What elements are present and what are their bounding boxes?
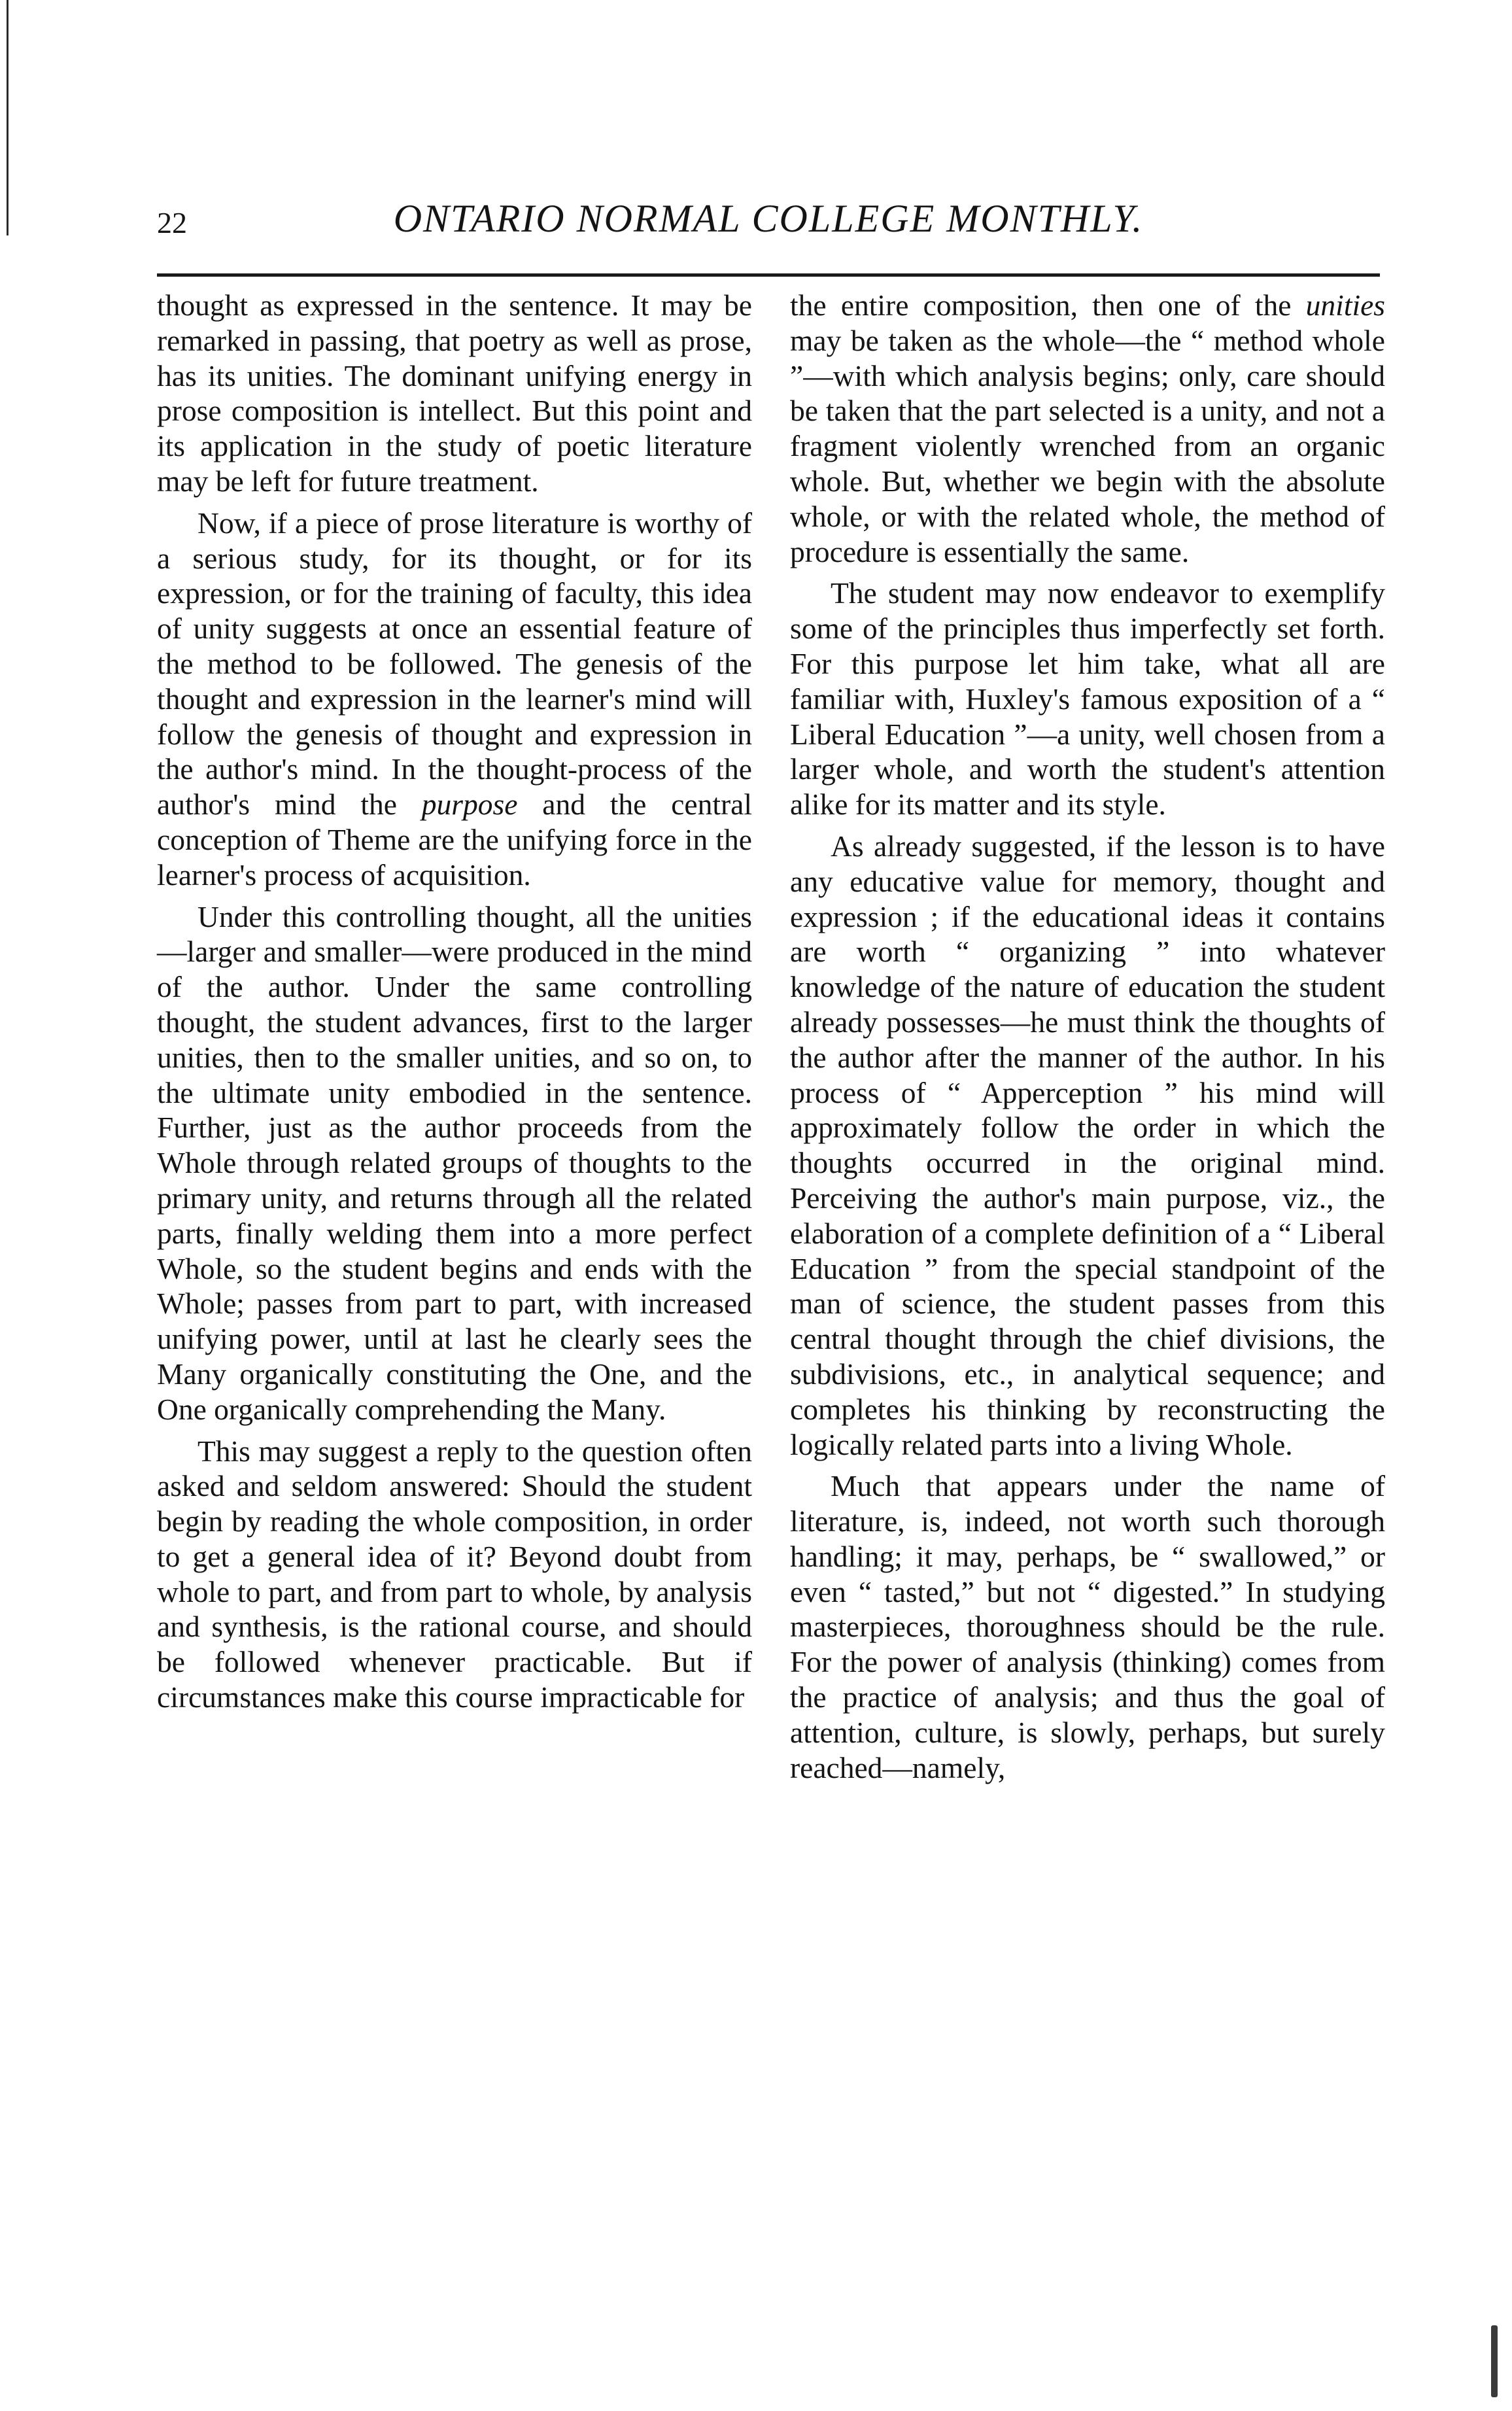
left-column [157, 288, 752, 1722]
header-rule [157, 273, 1380, 277]
paragraph: the entire composition, then one of the unities may be taken as the whole—the “ method whole ”—with which analysis begins; only, care should be taken that the part selected is a unity, and not a fragment violently wrenched from an organic whole. But, whether we begin with the absolute whole, or with the related whole, the method of procedure is essentially the same. [790, 288, 1385, 568]
scan-side-mark [1491, 2325, 1498, 2397]
emphasis-purpose: purpose [421, 788, 518, 822]
running-head [157, 196, 1380, 255]
paragraph: Under this controlling thought, all the unities—larger and smaller—were produced in the mind of the author. Under the same controlling thought, the student advances, first to the larger unities, then to the smaller unities, and so on, to the ultimate unity embodied in the sentence. Further, just as the author proceeds from the Whole through related groups of thoughts to the primary unity, and returns through all the related parts, finally welding them into a more perfect Whole, so the student begins and ends with the Whole; passes from part to part, with increased unifying power, until at last he clearly sees the Many organically constituting the One, and the One organically comprehending the Many. [157, 899, 752, 1426]
paragraph: The student may now endeavor to exemplify some of the principles thus imperfectly set forth. For this purpose let him take, what all are familiar with, Huxley's famous exposition of a “ Liberal Education ”—a unity, well chosen from a larger whole, and worth the student's attention alike for its matter and its style. [790, 576, 1385, 822]
paragraph: As already suggested, if the lesson is to have any educative value for memory, thought and expression ; if the educational ideas it contains are worth “ organizing ” into whatever knowledge of the nature of education the student already possesses—he must think the thoughts of the author after the manner of the author. In his process of “ Apperception ” his mind will approximately follow the order in which the thoughts occurred in the original mind. Perceiving the author's main purpose, viz., the elaboration of a complete definition of a “ Liberal Education ” from the special standpoint of the man of science, the student passes from this central thought through the chief divisions, the subdivisions, etc., in analytical sequence; and completes his thinking by reconstructing the logically related parts into a living Whole. [790, 829, 1385, 1461]
scan-edge-mark [7, 0, 9, 235]
paragraph: Now, if a piece of prose literature is worthy of a serious study, for its thought, or for its expression, or for the training of faculty, this idea of unity suggests at once an essential feature of the method to be followed. The genesis of the thought and expression in the learner's mind will follow the genesis of thought and expression in the author's mind. In the thought-process of the author's mind the purpose and the central conception of Theme are the unifying force in the learner's process of acquisition. [157, 506, 752, 892]
paragraph: This may suggest a reply to the question often asked and seldom answered: Should the student begin by reading the whole composition, in order to get a general idea of it? Beyond doubt from whole to part, and from part to whole, by analysis and synthesis, is the rational course, and should be followed whenever practicable. But if circumstances make this course impracticable for [157, 1434, 752, 1714]
emphasis-unities: unities [1305, 288, 1385, 322]
journal-title: ONTARIO NORMAL COLLEGE MONTHLY. [393, 197, 1144, 240]
page-number: 22 [157, 206, 187, 239]
paragraph: Much that appears under the name of literature, is, indeed, not worth such thorough handling; it may, perhaps, be “ swallowed,” or even “ tasted,” but not “ digested.” In studying masterpieces, thoroughness should be the rule. For the power of analysis (thinking) comes from the practice of analysis; and thus the goal of attention, culture, is slowly, perhaps, but surely reached—namely, [790, 1469, 1385, 1784]
right-column [790, 288, 1385, 1792]
paragraph: thought as expressed in the sentence. It may be remarked in passing, that poetry as well as prose, has its unities. The dominant unifying energy in prose composition is intellect. But this point and its application in the study of poetic literature may be left for future treatment. [157, 288, 752, 498]
